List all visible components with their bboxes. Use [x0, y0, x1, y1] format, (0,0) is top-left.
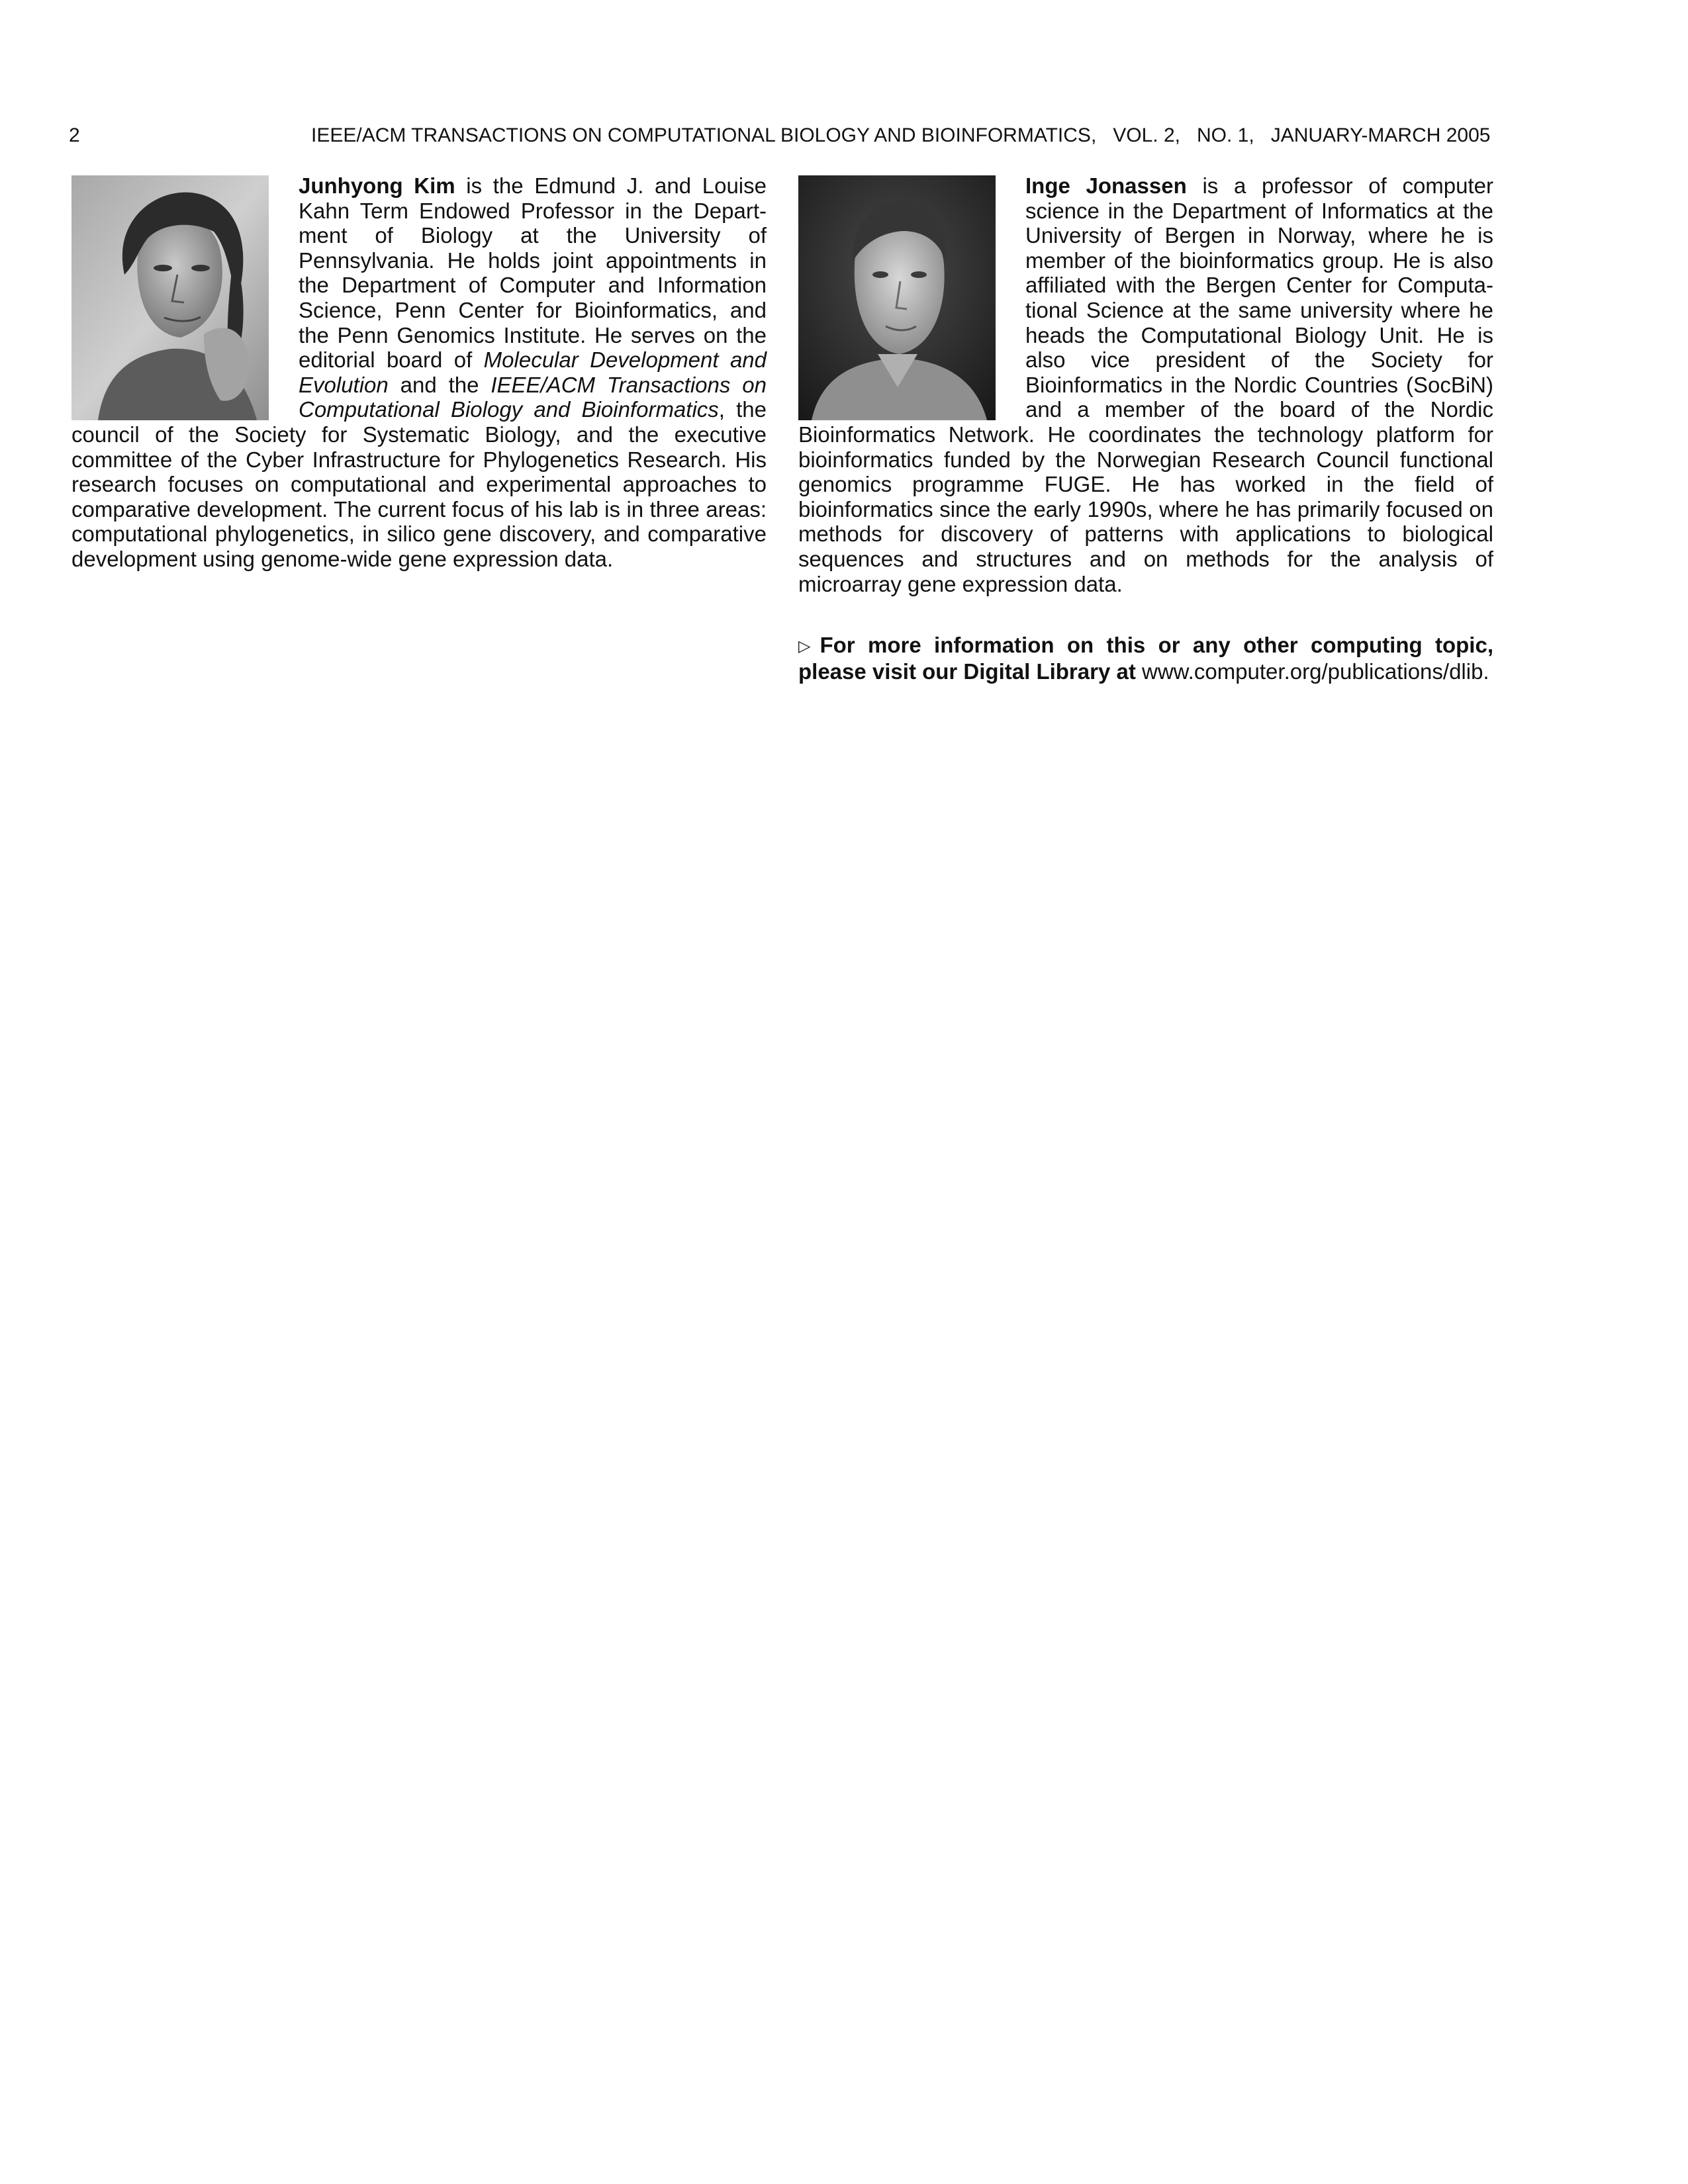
- author-name: Inge Jonassen: [1025, 173, 1187, 198]
- digital-library-url[interactable]: www.computer.org/publications/dlib.: [1142, 659, 1489, 684]
- author-photo-junhyong-kim: [71, 175, 269, 420]
- journal-title: Molecular Development and Evolution: [299, 347, 767, 397]
- author-name: Junhyong Kim: [299, 173, 455, 198]
- page-number: 2: [69, 124, 80, 146]
- author-photo-inge-jonassen: [798, 175, 996, 420]
- bio-inge-jonassen: [798, 173, 1493, 596]
- journal-title: IEEE/ACM Transactions on Computational Biology and Bioinformatics: [299, 372, 767, 422]
- bio-text: is the Edmund J. and Louise Kahn Term Endowed Professor in the Department of Biology at the University of Pennsylvania. He holds joint appointments in the Department of Computer and Information Science, Penn Center for Bioinformatics, and the Penn Genomics Institute. He serves on the editorial board of: [299, 173, 767, 373]
- bio-text: , the council of the Society for Systematic Biology, and the executive committee of the Cyber Infrastructure for Phylogenetics Research. His research focuses on computational and experimental approaches to comparative development. The current focus of his lab is in three areas: computational phylogenetics, in silico gene discovery, and comparative development using genome-wide gene expression data.: [71, 397, 767, 571]
- bio-text: is a professor of computer science in the Department of Informatics at the University of Bergen in Norway, where he is member of the bioinformatics group. He is also affiliated with the Bergen Center for Computational Science at the same university where he heads the Computational Biology Unit. He is also vice president of the Society for Bioinformatics in the Nordic Countries (SocBiN) and a member of the board of the Nordic Bioinformatics Network. He coordinates the technology platform for bioinformatics funded by the Norwegian Research Council functional genomics programme FUGE. He has worked in the field of bioinformatics since the early 1990s, where he has primarily focused on methods for discovery of patterns with applications to biological sequences and structures and on methods for the analysis of microarray gene expression data.: [798, 173, 1493, 596]
- triangle-right-icon: ▷: [798, 637, 811, 655]
- digital-library-note: [798, 633, 1493, 684]
- bio-junhyong-kim: [71, 173, 767, 572]
- running-head: IEEE/ACM TRANSACTIONS ON COMPUTATIONAL BIOLOGY AND BIOINFORMATICS, VOL. 2, NO. 1, JANUARY-MARCH 2005: [311, 124, 1491, 146]
- digital-library-text: For more information on this or any other computing topic, please visit our Digital Library at: [798, 633, 1493, 684]
- bio-text: and the: [388, 372, 491, 397]
